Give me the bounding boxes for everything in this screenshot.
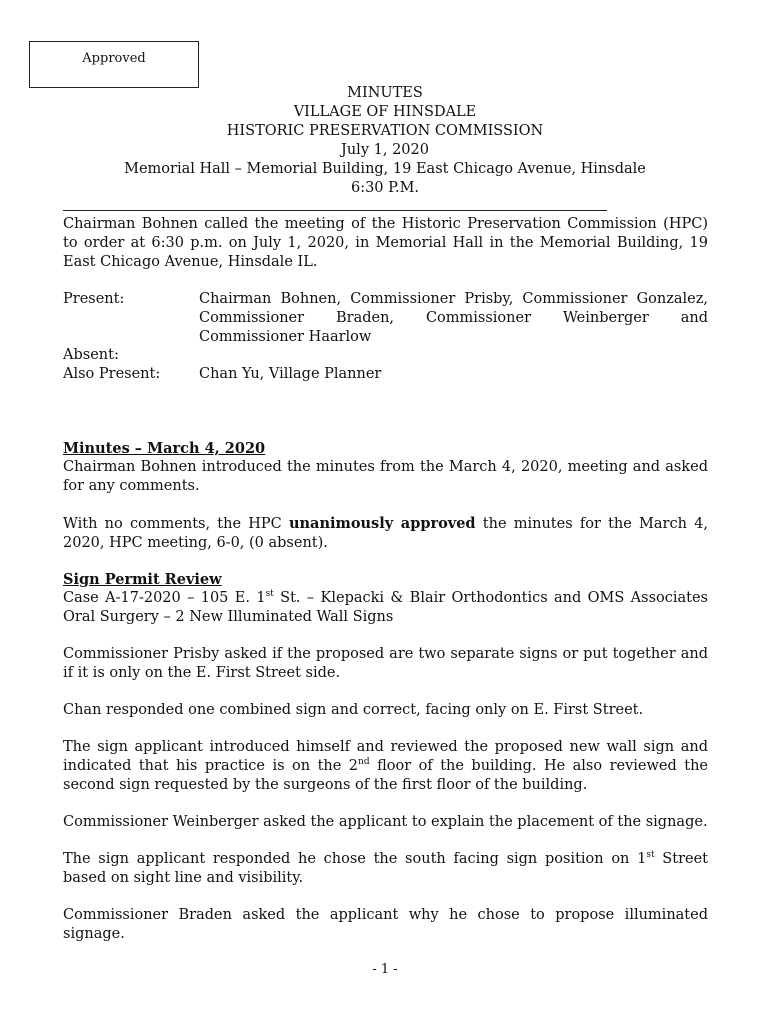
present-label: Present: xyxy=(63,291,125,307)
header-divider xyxy=(63,210,607,211)
minutes-heading: Minutes – March 4, 2020 xyxy=(63,440,266,457)
minutes-paragraph-2 xyxy=(63,514,708,553)
applicant-end: floor of the building. He also reviewed the second sign requested by the surgeons of the first floor of the building. xyxy=(63,758,708,793)
response-superscript: st xyxy=(646,850,655,861)
intro-paragraph: Chairman Bohnen called the meeting of the Historic Preservation Commission (HPC) to order at 6:30 p.m. on July 1, 2020, in Memorial Hall in the Memorial Building, 19 East Chicago Avenue, Hinsdale IL. xyxy=(63,216,708,270)
header-village: VILLAGE OF HINSDALE xyxy=(293,104,477,120)
minutes-p2-start: With no comments, the HPC xyxy=(63,516,289,532)
braden-paragraph: Commissioner Braden asked the applicant why he chose to propose illuminated signage. xyxy=(63,907,708,942)
weinberger-paragraph: Commissioner Weinberger asked the applicant to explain the placement of the signage. xyxy=(63,814,708,830)
minutes-paragraph-1: Chairman Bohnen introduced the minutes from the March 4, 2020, meeting and asked for any comments. xyxy=(63,459,708,494)
response-end: Street based on sight line and visibility. xyxy=(63,851,708,886)
header-time: 6:30 P.M. xyxy=(350,180,420,196)
header-location: Memorial Hall – Memorial Building, 19 East Chicago Avenue, Hinsdale xyxy=(124,161,646,177)
also-present-value: Chan Yu, Village Planner xyxy=(199,366,382,382)
approved-stamp xyxy=(29,41,199,88)
applicant-superscript: nd xyxy=(358,757,370,768)
response-start: The sign applicant responded he chose the south facing sign position on 1 xyxy=(63,851,647,867)
case-start: Case A-17-2020 – 105 E. 1 xyxy=(63,590,266,606)
present-value: Chairman Bohnen, Commissioner Prisby, Commissioner Gonzalez, Commissioner Braden, Commissioner Weinberger and Commissioner Haarlow xyxy=(199,291,708,345)
case-paragraph xyxy=(63,589,708,627)
stamp-label: Approved xyxy=(82,51,146,66)
absent-label: Absent: xyxy=(63,347,119,363)
document-header xyxy=(0,84,770,198)
header-commission: HISTORIC PRESERVATION COMMISSION xyxy=(226,123,544,139)
applicant-start: The sign applicant introduced himself and reviewed the proposed new wall sign and indicated that his practice is on the 2 xyxy=(63,739,708,774)
also-present-label: Also Present: xyxy=(63,366,161,382)
case-superscript: st xyxy=(265,589,274,600)
applicant-response-paragraph xyxy=(63,850,708,888)
page-number: - 1 - xyxy=(372,962,398,977)
header-title: MINUTES xyxy=(347,85,423,101)
minutes-p2-bold: unanimously approved xyxy=(288,515,476,532)
chan-paragraph: Chan responded one combined sign and correct, facing only on E. First Street. xyxy=(63,702,644,718)
header-date: July 1, 2020 xyxy=(341,142,429,158)
prisby-paragraph: Commissioner Prisby asked if the proposed are two separate signs or put together and if it is only on the E. First Street side. xyxy=(63,646,708,681)
applicant-paragraph xyxy=(63,738,708,795)
case-end: St. – Klepacki & Blair Orthodontics and OMS Associates Oral Surgery – 2 New Illuminated Wall Signs xyxy=(63,590,708,625)
minutes-p2-end: the minutes for the March 4, 2020, HPC meeting, 6-0, (0 absent). xyxy=(63,516,708,551)
sign-permit-heading: Sign Permit Review xyxy=(63,571,222,588)
